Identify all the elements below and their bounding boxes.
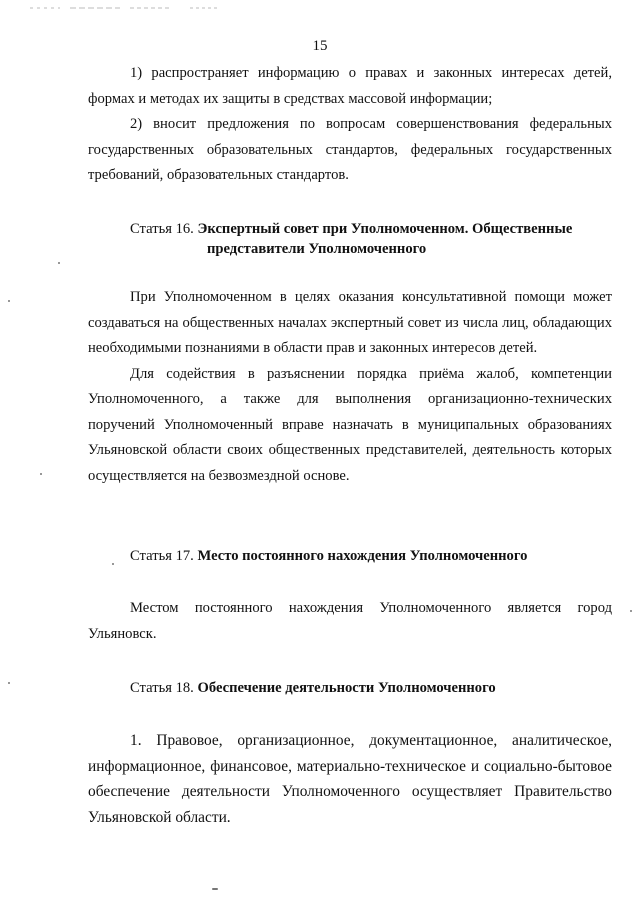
intro-block [88, 61, 612, 189]
scan-speck [40, 473, 42, 475]
article-16-heading-line1: Экспертный совет при Уполномоченном. Общественные [197, 221, 573, 237]
article-16-paragraph-2: Для содействия в разъяснении порядка приёма жалоб, компетенции Уполномоченного, а также для выполнения организационно-технических поручений Уполномоченный вправе назначать в муниципальных образованиях Ульяновской области своих общественных представителей, деятельность которых осуществляется на безвозмездной основе. [88, 365, 612, 484]
scan-speck [212, 888, 218, 890]
intro-item-2: 2) вносит предложения по вопросам совершенствования федеральных государственных образовательных стандартов, федеральных государственных требований, образовательных стандартов. [88, 116, 612, 183]
article-18-paragraph-1: 1. Правовое, организационное, документационное, аналитическое, информационное, финансовое, материально-техническое и социально-бытовое обеспечение деятельности Уполномоченного осуществляет Правительство Ульяновской области. [88, 732, 612, 826]
article-18-heading: Обеспечение деятельности Уполномоченного [197, 680, 496, 696]
article-16-title [130, 219, 614, 259]
scan-speck [8, 300, 10, 302]
article-17-title [130, 546, 614, 566]
article-16-heading-line2: представители Уполномоченного [207, 241, 427, 257]
article-18-body [88, 728, 612, 830]
article-18-prefix: Статья 18. [130, 680, 194, 696]
intro-item-1: 1) распространяет информацию о правах и законных интересах детей, формах и методах их защиты в средствах массовой информации; [88, 65, 612, 107]
scan-speck [630, 610, 632, 612]
scan-speck [8, 682, 10, 684]
article-16-body [88, 285, 612, 489]
scan-header-marks [0, 6, 640, 10]
article-17-body [88, 596, 612, 647]
article-17-prefix: Статья 17. [130, 548, 194, 564]
page-number: 15 [312, 38, 328, 54]
article-17-paragraph-1: Местом постоянного нахождения Уполномоченного является город Ульяновск. [88, 600, 612, 642]
article-17-heading: Место постоянного нахождения Уполномоченного [197, 548, 528, 564]
article-16-paragraph-1: При Уполномоченном в целях оказания консультативной помощи может создаваться на общественных началах экспертный совет из числа лиц, обладающих необходимыми познаниями в области прав и законных интересов детей. [88, 289, 612, 356]
article-18-title [130, 678, 614, 698]
article-16-prefix: Статья 16. [130, 221, 194, 237]
scan-speck [58, 262, 60, 264]
scan-speck [112, 563, 114, 565]
